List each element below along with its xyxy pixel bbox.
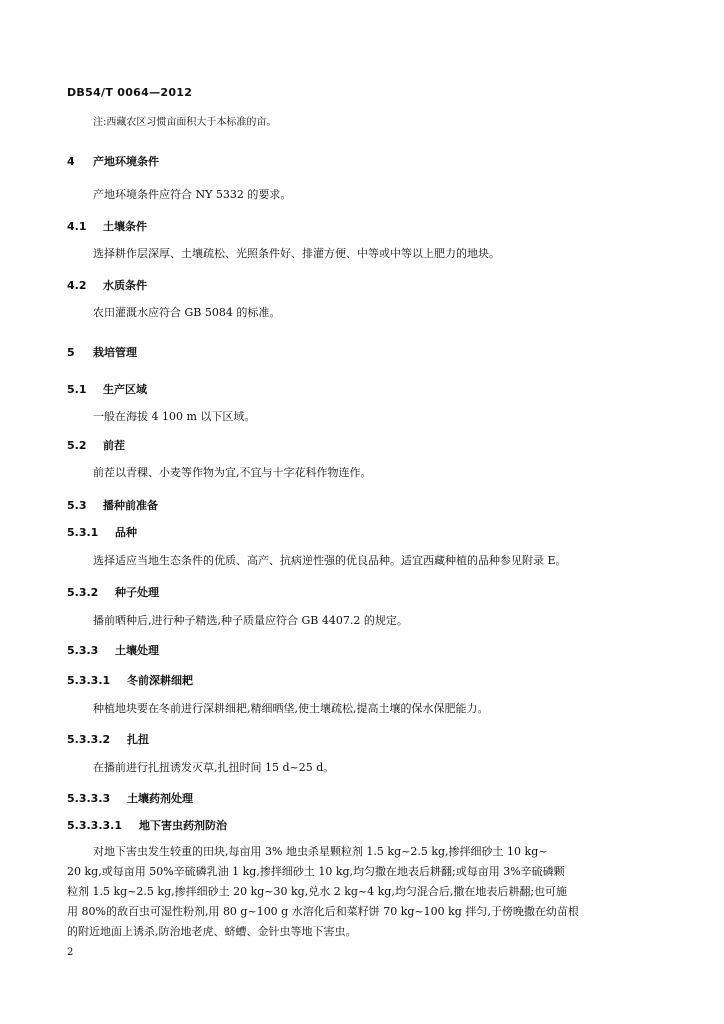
paragraph-5-3-3-1: 种植地块要在冬前进行深耕细耙,精细晒垡,使土壤疏松,提高土壤的保水保肥能力。 (93, 702, 489, 715)
section-number: 5.3.3.1 (67, 674, 111, 687)
section-title: 栽培管理 (93, 346, 137, 359)
section-heading-5 (67, 344, 137, 360)
paragraph-4: 产地环境条件应符合 NY 5332 的要求。 (93, 188, 292, 201)
section-heading-5-1 (67, 381, 147, 397)
document-code: DB54/T 0064—2012 (67, 86, 193, 99)
paragraph-5-3-2: 播前晒种后,进行种子精选,种子质量应符合 GB 4407.2 的规定。 (93, 614, 408, 627)
section-number: 5 (67, 346, 75, 359)
section-number: 4.2 (67, 279, 87, 292)
section-heading-5-3-3-1 (67, 672, 193, 688)
section-number: 5.3.1 (67, 526, 99, 539)
section-heading-5-3-2 (67, 584, 159, 600)
section-title: 生产区域 (103, 383, 147, 396)
paragraph-line: 20 kg,或每亩用 50%辛硫磷乳油 1 kg,掺拌细砂土 10 kg,均匀撒在地表后耕翻;或每亩用 3%辛硫磷颗 (67, 865, 565, 878)
section-title: 冬前深耕细耙 (127, 674, 193, 687)
section-title: 水质条件 (103, 279, 147, 292)
page-number: 2 (67, 947, 74, 958)
section-title: 土壤药剂处理 (127, 792, 193, 805)
paragraph-5-3-3-2: 在播前进行扎扭诱发灭草,扎扭时间 15 d~25 d。 (93, 761, 335, 774)
section-title: 种子处理 (115, 586, 159, 599)
section-heading-4-1 (67, 218, 147, 234)
section-number: 5.3.2 (67, 586, 99, 599)
section-title: 产地环境条件 (93, 155, 159, 168)
section-number: 5.3.3 (67, 644, 99, 657)
section-heading-4 (67, 153, 159, 169)
section-title: 土壤条件 (103, 220, 147, 233)
section-number: 4.1 (67, 220, 87, 233)
paragraph-line: 用 80%的敌百虫可湿性粉剂,用 80 g~100 g 水溶化后和菜籽饼 70 kg~100 kg 拌匀,于傍晚撒在幼苗根 (67, 905, 579, 918)
paragraph-5-1: 一般在海拔 4 100 m 以下区域。 (93, 410, 256, 423)
paragraph-5-3-3-3-1 (67, 842, 661, 942)
section-heading-5-3-3-2 (67, 731, 149, 747)
paragraph-line: 的附近地面上诱杀,防治地老虎、蛴螬、金针虫等地下害虫。 (67, 925, 357, 938)
section-title: 品种 (115, 526, 137, 539)
section-title: 土壤处理 (115, 644, 159, 657)
paragraph-5-3-1: 选择适应当地生态条件的优质、高产、抗病逆性强的优良品种。适宜西藏种植的品种参见附录 E。 (93, 554, 567, 567)
section-heading-4-2 (67, 277, 147, 293)
footnote: 注:西藏农区习惯亩面积大于本标准的亩。 (93, 117, 277, 128)
paragraph-line: 对地下害虫发生较重的田块,每亩用 3% 地虫杀星颗粒剂 1.5 kg~2.5 kg,掺拌细砂土 10 kg~ (93, 845, 548, 858)
paragraph-line: 粒剂 1.5 kg~2.5 kg,掺拌细砂土 20 kg~30 kg,兑水 2 kg~4 kg,均匀混合后,撒在地表后耕翻;也可施 (67, 885, 568, 898)
section-heading-5-2 (67, 437, 125, 453)
section-number: 4 (67, 155, 75, 168)
section-number: 5.3.3.3 (67, 792, 111, 805)
paragraph-4-2: 农田灌溉水应符合 GB 5084 的标准。 (93, 306, 281, 319)
section-number: 5.1 (67, 383, 87, 396)
section-number: 5.3 (67, 499, 87, 512)
section-heading-5-3-1 (67, 524, 137, 540)
section-title: 地下害虫药剂防治 (139, 819, 227, 832)
section-number: 5.2 (67, 439, 87, 452)
paragraph-4-1: 选择耕作层深厚、土壤疏松、光照条件好、排灌方便、中等或中等以上肥力的地块。 (93, 247, 500, 260)
section-heading-5-3-3-3 (67, 790, 193, 806)
section-title: 播种前准备 (103, 499, 158, 512)
section-heading-5-3-3-3-1 (67, 817, 227, 833)
section-heading-5-3 (67, 497, 158, 513)
section-number: 5.3.3.3.1 (67, 819, 122, 832)
section-title: 前茬 (103, 439, 125, 452)
section-heading-5-3-3 (67, 642, 159, 658)
section-number: 5.3.3.2 (67, 733, 111, 746)
section-title: 扎扭 (127, 733, 149, 746)
paragraph-5-2: 前茬以青稞、小麦等作物为宜,不宜与十字花科作物连作。 (93, 466, 372, 479)
